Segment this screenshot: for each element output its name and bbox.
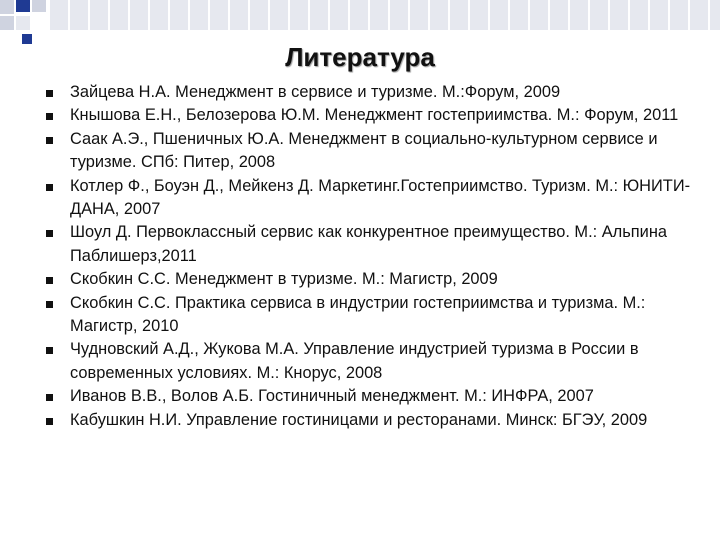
square-bullet-icon [46,184,53,191]
list-item [46,104,696,127]
square-bullet-icon [46,418,53,425]
list-item [46,175,696,222]
list-item [46,338,696,385]
reference-text: Шоул Д. Первоклассный сервис как конкурентное преимущество. М.: Альпина Паблишерз,2011 [70,223,667,265]
list-item [46,81,696,104]
reference-text: Кнышова Е.Н., Белозерова Ю.М. Менеджмент гостеприимства. М.: Форум, 2011 [70,106,679,125]
reference-text: Кабушкин Н.И. Управление гостиницами и ресторанами. Минск: БГЭУ, 2009 [70,410,648,429]
reference-text: Чудновский А.Д., Жукова М.А. Управление индустрией туризма в России в современных условиях. М.: Кнорус, 2008 [70,340,639,382]
square-bullet-icon [46,277,53,284]
list-item [46,292,696,339]
square-bullet-icon [46,230,53,237]
list-item [46,268,696,291]
reference-text: Котлер Ф., Боуэн Д., Мейкенз Д. Маркетинг.Гостеприимство. Туризм. М.: ЮНИТИ-ДАНА, 2007 [70,176,691,219]
reference-text: Иванов В.В., Волов А.Б. Гостиничный менеджмент. М.: ИНФРА, 2007 [70,387,594,406]
reference-text: Саак А.Э., Пшеничных Ю.А. Менеджмент в социально-культурном сервисе и туризме. СПб: Питер, 2008 [70,129,658,172]
reference-text: Скобкин С.С. Менеджмент в туризме. М.: Магистр, 2009 [70,270,498,289]
square-bullet-icon [46,301,53,308]
list-item [46,128,696,175]
reference-text: Зайцева Н.А. Менеджмент в сервисе и туризме. М.:Форум, 2009 [70,83,561,101]
list-item [46,409,696,432]
square-bullet-icon [46,347,53,354]
list-item [46,221,696,268]
reference-list [46,81,696,432]
square-bullet-icon [46,90,53,97]
square-bullet-icon [46,113,53,120]
reference-text: Скобкин С.С. Практика сервиса в индустрии гостеприимства и туризма. М.: Магистр, 2010 [70,293,646,336]
list-item [46,385,696,408]
page-title: Литература [285,42,435,72]
square-bullet-icon [46,137,53,144]
square-bullet-icon [46,394,53,401]
